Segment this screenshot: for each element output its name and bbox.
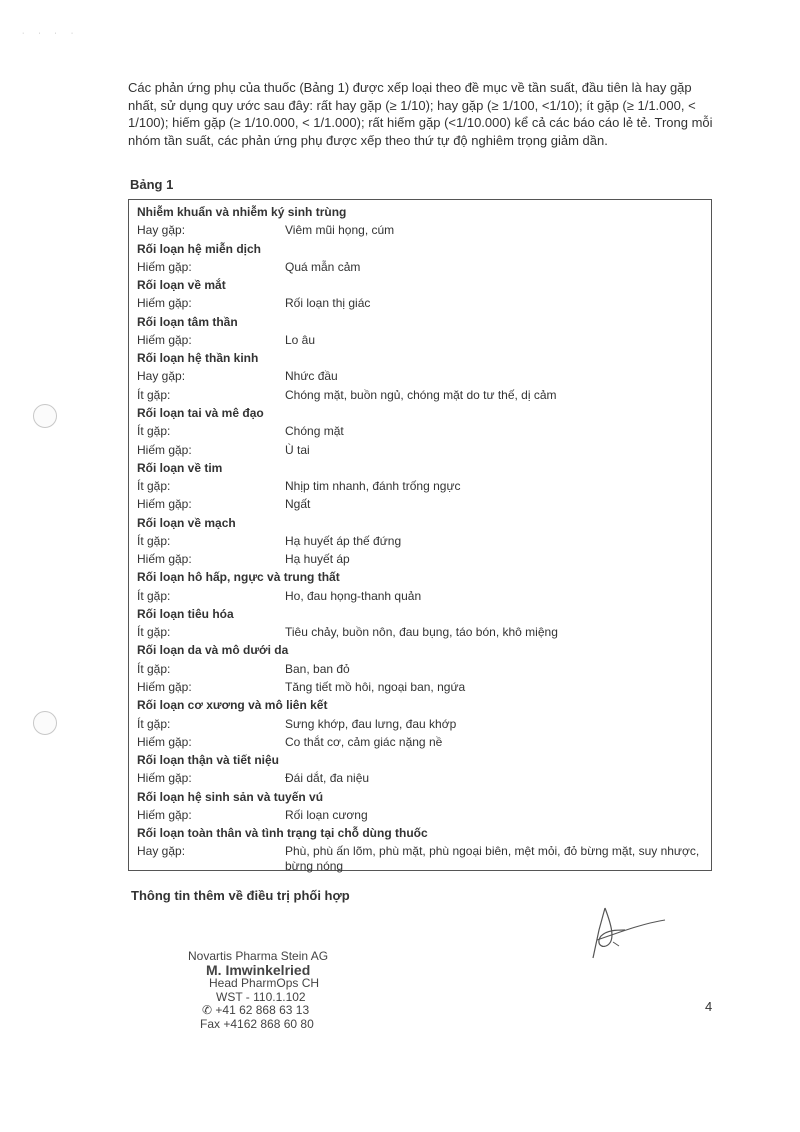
table-category-row [137, 643, 705, 658]
table-category-row [137, 790, 705, 805]
punch-hole [33, 711, 57, 735]
category-label: Rối loạn hô hấp, ngực và trung thất [137, 570, 340, 585]
stamp-company: Novartis Pharma Stein AG [188, 949, 329, 963]
reaction-description: Chóng mặt, buồn ngủ, chóng mặt do tư thế, dị cảm [285, 387, 557, 402]
reaction-description: Rối loạn cương [285, 807, 368, 822]
frequency-label: Hiếm gặp: [137, 680, 192, 695]
table-category-row [137, 570, 705, 585]
scan-specks: · · · · [22, 30, 80, 37]
frequency-label: Hiếm gặp: [137, 497, 192, 512]
intro-paragraph: Các phản ứng phụ của thuốc (Bảng 1) được xếp loại theo đề mục về tần suất, đầu tiên là hay gặp nhất, sử dụng quy ước sau đây: rất hay gặp (≥ 1/10); hay gặp (≥ 1/100, <1/10); ít gặp (≥ 1/1.000, < 1/100); hiếm gặp (≥ 1/10.000, < 1/1.000); rất hiếm gặp (<1/10.000) kể cả các báo cáo lẻ tẻ. Trong mỗi nhóm tần suất, các phản ứng phụ được xếp theo thứ tự độ nghiêm trọng giảm dần. [128, 80, 713, 148]
table-category-row [137, 406, 705, 421]
table-category-row [137, 698, 705, 713]
reaction-description: Ù tai [285, 442, 310, 457]
frequency-label: Ít gặp: [137, 424, 171, 439]
frequency-label: Ít gặp: [137, 661, 171, 676]
page-number: 4 [705, 999, 713, 1014]
table-category-row [137, 461, 705, 476]
frequency-label: Hiếm gặp: [137, 552, 192, 567]
category-label: Rối loạn da và mô dưới da [137, 643, 289, 658]
reaction-description: Nhức đầu [285, 369, 338, 384]
category-label: Rối loạn về mắt [137, 278, 226, 293]
category-label: Rối loạn hệ thần kinh [137, 351, 259, 366]
reaction-description: Nhịp tim nhanh, đánh trống ngực [285, 479, 461, 494]
category-label: Nhiễm khuẩn và nhiễm ký sinh trùng [137, 205, 347, 219]
category-label: Rối loạn toàn thân và tình trạng tại chỗ dùng thuốc [137, 826, 428, 841]
frequency-label: Hiếm gặp: [137, 259, 192, 274]
adverse-reactions-table [128, 199, 712, 874]
punch-hole [33, 404, 57, 428]
frequency-label: Hiếm gặp: [137, 771, 192, 786]
table-category-row [137, 351, 705, 366]
category-label: Rối loạn tiêu hóa [137, 606, 234, 621]
category-label: Rối loạn cơ xương và mô liên kết [137, 698, 328, 713]
frequency-label: Ít gặp: [137, 625, 171, 640]
reaction-description: Hạ huyết áp [285, 552, 350, 567]
table-category-row [137, 205, 705, 220]
frequency-label: Hiếm gặp: [137, 734, 192, 749]
frequency-label: Hay gặp: [137, 223, 186, 238]
reaction-description: Hạ huyết áp thế đứng [285, 533, 402, 548]
reaction-description: Quá mẫn cảm [285, 259, 361, 274]
stamp-dept: WST - 110.1.102 [216, 989, 306, 1004]
reaction-description: Lo âu [285, 332, 316, 347]
reaction-description: Sưng khớp, đau lưng, đau khớp [285, 716, 457, 731]
category-label: Rối loạn về mạch [137, 515, 236, 530]
table-caption: Bảng 1 [130, 177, 174, 192]
stamp-name: M. Imwinkelried [206, 961, 311, 978]
category-label: Rối loạn hệ miễn dịch [137, 241, 262, 256]
frequency-label: Ít gặp: [137, 716, 171, 731]
reaction-description: Ho, đau họng-thanh quản [285, 588, 422, 603]
frequency-label: Hiếm gặp: [137, 332, 192, 347]
frequency-label: Hiếm gặp: [137, 296, 192, 311]
category-label: Rối loạn về tim [137, 460, 223, 475]
frequency-label: Hay gặp: [137, 844, 186, 859]
reaction-description: Tiêu chảy, buồn nôn, đau bụng, táo bón, khô miệng [285, 625, 558, 640]
table-category-row [137, 242, 705, 257]
frequency-label: Ít gặp: [137, 479, 171, 494]
handwritten-signature [585, 900, 675, 970]
frequency-label: Ít gặp: [137, 588, 171, 603]
category-label: Rối loạn tai và mê đạo [137, 405, 264, 420]
table-category-row [137, 826, 705, 841]
frequency-label: Hay gặp: [137, 369, 186, 384]
section-heading: Thông tin thêm về điều trị phối hợp [131, 888, 350, 903]
stamp-phone: ✆ +41 62 868 63 13 [202, 1003, 310, 1017]
category-label: Rối loạn hệ sinh sản và tuyến vú [137, 789, 324, 804]
reaction-description: Ngất [285, 497, 311, 512]
frequency-label: Hiếm gặp: [137, 442, 192, 457]
reaction-description: Viêm mũi họng, cúm [285, 223, 395, 238]
reaction-description: Rối loạn thị giác [285, 296, 371, 311]
reaction-description: Co thắt cơ, cảm giác nặng nề [285, 734, 443, 749]
table-category-row [137, 516, 705, 531]
table-category-row [137, 315, 705, 330]
frequency-label: Ít gặp: [137, 387, 171, 402]
stamp-title: Head PharmOps CH [209, 976, 320, 990]
frequency-label: Hiếm gặp: [137, 807, 192, 822]
table-category-row [137, 753, 705, 768]
stamp-fax: Fax +4162 868 60 80 [200, 1016, 314, 1031]
reaction-description: Tăng tiết mồ hôi, ngoại ban, ngứa [285, 680, 466, 695]
reaction-description: Phù, phù ấn lõm, phù mặt, phù ngoại biên, mệt mỏi, đỏ bừng mặt, suy nhược, bừng nóng [285, 844, 700, 874]
table-category-row [137, 278, 705, 293]
reaction-description: Đái dắt, đa niệu [285, 771, 370, 786]
category-label: Rối loạn thận và tiết niệu [137, 753, 280, 768]
frequency-label: Ít gặp: [137, 533, 171, 548]
reaction-description: Chóng mặt [285, 424, 344, 439]
table-category-row [137, 607, 705, 622]
reaction-description: Ban, ban đỏ [285, 661, 350, 676]
company-stamp [188, 950, 328, 1031]
category-label: Rối loạn tâm thần [137, 314, 238, 329]
